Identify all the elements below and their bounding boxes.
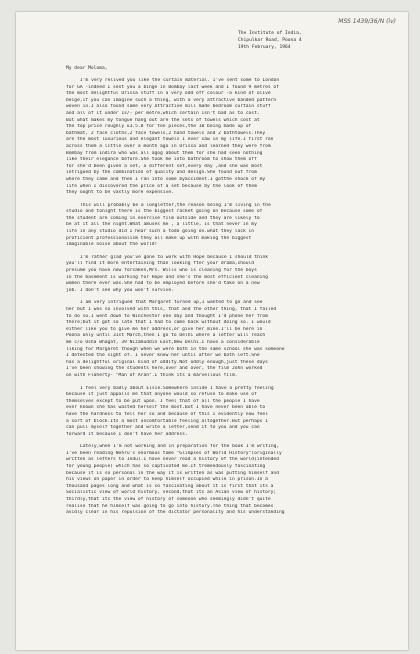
text-line: I detested the sight of. I never knew her until after we both left.She xyxy=(66,353,260,359)
text-line: I'm rather glad you've gone to work with Hope because I should think xyxy=(80,254,269,260)
text-line: realise that he himself was going to go into history.The thing that becomes xyxy=(66,503,274,509)
text-line: you'll find it more entertaining than looking fter your drama,should xyxy=(66,261,255,267)
letter-body xyxy=(66,78,380,523)
text-line: liking for Margaret though when we were both in the same school she was someone xyxy=(66,346,285,352)
sender-address xyxy=(238,30,302,51)
text-line: there;but it got so late that I had to come back without doing so. I would xyxy=(66,320,271,326)
text-line: studio and tonight there is the biggest racket going on because some of xyxy=(66,209,263,215)
text-line: his views on paper in order to keep himself occupied while in prison.In a xyxy=(66,477,268,483)
text-line: I've been showing the students here,over and over, the film John worked xyxy=(66,366,263,372)
text-line: and all of it under 1s/- per metre,which certain isn't bad as to cost. xyxy=(66,110,260,116)
text-line: the top price roughly £3.5.0 for ten pieces,the 10 being made up of xyxy=(66,124,252,130)
text-line: ever known she has wasted herself the most.But I have never been able to xyxy=(66,405,266,411)
text-line: they ought to be vastly more expensive. xyxy=(66,190,174,196)
text-line: for GA -indeed I sent you a binge in Bombay last week and I found 9 metres of xyxy=(66,84,279,90)
text-line: Poona only until 31st March,then I go to Delhi where a letter will reach xyxy=(66,333,266,339)
text-line: can pull myself together and write a letter,send it to you and you can xyxy=(66,425,260,431)
text-line: But what makes my tongue hang out are the sets of towels which cost at xyxy=(66,117,260,123)
text-line: beige,if you can imagine such a thing, with a very attractive banded pattern xyxy=(66,97,277,103)
text-line: a sort of block.Its a most uncomfortable feeling altogether.But perhaps I xyxy=(66,418,268,424)
text-line: be at it all the night.What amuses me , a little, is that never in my xyxy=(66,222,257,228)
text-line: for she'd been given a set, a different set,every day ,and she was most xyxy=(66,163,263,169)
text-line: women there ever was.She had to be employed before she'd take on a new xyxy=(66,281,260,287)
text-line: presume you have now forsaken,Mrs. Wills who is cleaning for the boys xyxy=(66,268,257,274)
text-line: woven in.I also found some very attractive mill made bedroom curtain stuff xyxy=(66,104,271,110)
text-line: intrigued by the combination of quality and design.She found out from xyxy=(66,170,257,176)
text-line: life when I discovered the price of a set because by the look of them xyxy=(66,183,257,189)
address-line: Chipulkar Road, Poona 4 xyxy=(238,38,302,43)
salutation: My dear Moloma, xyxy=(66,66,108,71)
text-line: the most delightful Orissa stuff in a very odd off colour -a kind of olive xyxy=(66,91,271,97)
text-line: like their elegance before.She took me into bathroom to show them off xyxy=(66,157,257,163)
text-line: I'm very relived you like the curtain material. I've sent some to London xyxy=(80,78,280,83)
text-line: me c/o Usha Bhagat, 39 Nizamuddin East,New Delhi.I have a considerable xyxy=(66,339,260,345)
text-line: written as letters to Indu).I have never read a history of the world(intended xyxy=(66,457,279,463)
paragraph xyxy=(66,255,380,295)
text-line: Bombay from Indira who was all agog about them for she had seen nothing xyxy=(66,150,263,156)
text-line: on with Flaherty- "Man of Aran".I think its a marvellous film. xyxy=(66,372,238,378)
address-line: The Institute of India, xyxy=(238,31,302,36)
text-line: I am very intrigued that Margaret turned up,I wanted to go and see xyxy=(80,300,263,306)
text-line: either like you to give me her address,or give her mine.I'll be here in xyxy=(66,326,263,332)
text-line: where they came and then I ran into some byaccident.I gotthe shock of my xyxy=(66,176,266,182)
text-line: life in any studio did I hear such a todo going on.what they lack in xyxy=(66,229,255,235)
text-line: because it is so personal in the way it is written as was putting himself and xyxy=(66,470,279,476)
text-line: I feel very badly about Elsie.Somewhere inside I have a pretty feeling xyxy=(80,385,274,391)
text-line: to do so.I went down to Winchester one day and thought I'd phone her from xyxy=(66,313,268,319)
letter-page xyxy=(16,12,408,650)
text-line: This will probably be a longletter,the reason being I'm living in the xyxy=(80,202,271,208)
text-line: avidly clear in his repulsion of the dictator personality and his understanding xyxy=(66,510,285,516)
text-line: Lately,when I'm not working and in preparation for the book I'm writing, xyxy=(80,444,280,450)
text-line: thousand pages long and what is so fascinating about it is first that its a xyxy=(66,483,274,489)
text-line: forward it because I don't have her address. xyxy=(66,431,188,437)
text-line: across them a little over a month ago in Orissa and learned they were from xyxy=(66,143,271,149)
text-line: proficient professionalism they all make up with making the biggest xyxy=(66,235,252,241)
text-line: in the basement is working for Hope and she's the most efficient cleaning xyxy=(66,274,268,280)
paragraph xyxy=(66,203,380,249)
text-line: for young people) which has so captivated me.It tremendously fascinating xyxy=(66,464,266,470)
paragraph xyxy=(66,78,380,197)
text-line: thirdly,that its the view of history of someone who seemingly didn't quite xyxy=(66,497,271,503)
address-line: 19th February, 1964 xyxy=(238,45,291,50)
text-line: bathmat, 2 face cloths,2 face towels,2 hand towels and 2 bathtowels.They xyxy=(66,130,266,136)
archive-reference: MSS 1439/36/N (iv) xyxy=(338,18,396,25)
text-line: are the most luxurious and elegant towels I ever saw in my life.I first ran xyxy=(66,137,274,143)
text-line: has a delightful original kind of oddity.Not oddly enough,just these days xyxy=(66,359,268,365)
text-line: Socialistic view of world history, second,that its an Asian view of history; xyxy=(66,490,277,496)
text-line: job. I don't see why you won't survive. xyxy=(66,287,174,293)
paragraph xyxy=(66,386,380,439)
text-line: the student are coming in exercise film outside and they are likely to xyxy=(66,215,260,221)
paragraph xyxy=(66,444,380,517)
text-line: her but I was so involved with this, that and the other thing, that I failed xyxy=(66,307,277,312)
paragraph xyxy=(66,300,380,379)
text-line: because it just appalls me that anyone would so refuse to make use of xyxy=(66,392,257,398)
text-line: imaginable noise about the world! xyxy=(66,242,158,248)
text-line: themselves except to be put upon. I feel that of all the people I have xyxy=(66,398,260,404)
text-line: have the hardness to tell her so and because of this I evidently now feel xyxy=(66,411,268,417)
text-line: I've been reading Nehru's enormous tome "Glimpses of World History"(originally xyxy=(66,450,282,456)
